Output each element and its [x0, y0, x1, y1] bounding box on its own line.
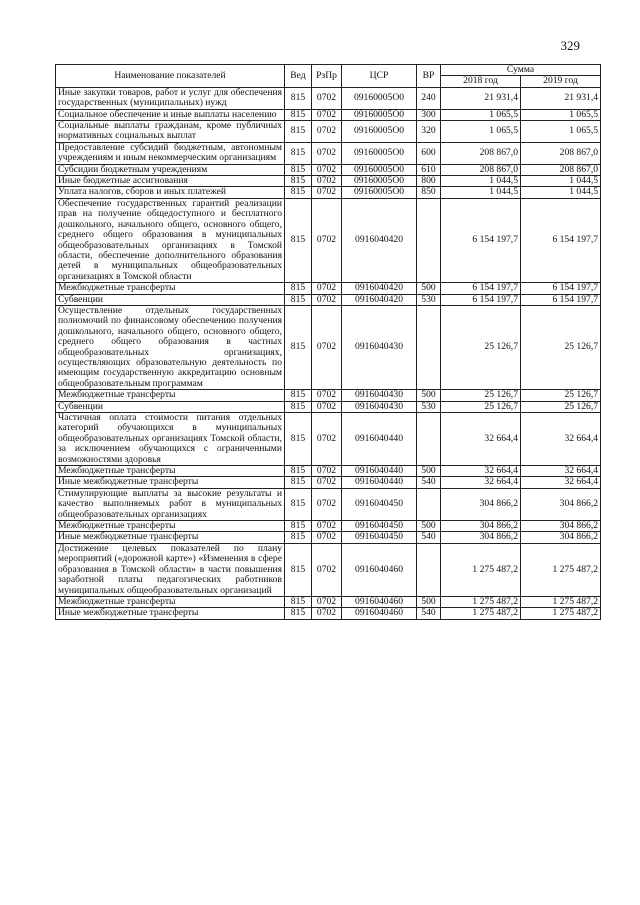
cell-csr: 0916040430 — [342, 305, 417, 389]
cell-2019: 32 664,4 — [521, 466, 601, 477]
cell-name: Иные межбюджетные трансферты — [56, 477, 285, 488]
cell-ved: 815 — [285, 390, 312, 401]
cell-name: Уплата налогов, сборов и иных платежей — [56, 187, 285, 198]
cell-name: Межбюджетные трансферты — [56, 521, 285, 532]
cell-ved: 815 — [285, 477, 312, 488]
table-row — [56, 142, 601, 164]
table-row — [56, 109, 601, 120]
cell-vr: 530 — [417, 294, 441, 305]
cell-name: Межбюджетные трансферты — [56, 466, 285, 477]
page-number: 329 — [560, 38, 580, 53]
cell-2019: 1 044,5 — [521, 187, 601, 198]
cell-rzpr: 0702 — [312, 543, 342, 596]
cell-csr: 09160005О0 — [342, 109, 417, 120]
header-sum: Сумма — [441, 65, 601, 76]
cell-rzpr: 0702 — [312, 521, 342, 532]
table-row — [56, 488, 601, 520]
cell-name: Субсидии бюджетным учреждениям — [56, 164, 285, 175]
cell-2019: 304 866,2 — [521, 532, 601, 543]
cell-ved: 815 — [285, 121, 312, 143]
cell-2019: 32 664,4 — [521, 413, 601, 466]
table-row — [56, 477, 601, 488]
cell-vr: 500 — [417, 283, 441, 294]
cell-ved: 815 — [285, 305, 312, 389]
table-row — [56, 413, 601, 466]
cell-ved: 815 — [285, 488, 312, 520]
cell-2018: 1 044,5 — [441, 187, 521, 198]
cell-csr: 0916040420 — [342, 294, 417, 305]
cell-vr: 500 — [417, 596, 441, 607]
cell-name: Иные межбюджетные трансферты — [56, 532, 285, 543]
cell-rzpr: 0702 — [312, 142, 342, 164]
cell-2018: 1 044,5 — [441, 176, 521, 187]
table-row — [56, 521, 601, 532]
table-row — [56, 305, 601, 389]
cell-rzpr: 0702 — [312, 109, 342, 120]
header-csr: ЦСР — [342, 65, 417, 88]
cell-2019: 25 126,7 — [521, 401, 601, 412]
table-row — [56, 283, 601, 294]
cell-2019: 304 866,2 — [521, 521, 601, 532]
cell-ved: 815 — [285, 87, 312, 109]
cell-2018: 1 275 487,2 — [441, 596, 521, 607]
cell-2018: 6 154 197,7 — [441, 283, 521, 294]
cell-ved: 815 — [285, 187, 312, 198]
header-ved: Вед — [285, 65, 312, 88]
cell-2019: 1 275 487,2 — [521, 596, 601, 607]
cell-rzpr: 0702 — [312, 488, 342, 520]
cell-rzpr: 0702 — [312, 198, 342, 282]
cell-2018: 25 126,7 — [441, 390, 521, 401]
cell-2019: 25 126,7 — [521, 390, 601, 401]
cell-rzpr: 0702 — [312, 294, 342, 305]
cell-ved: 815 — [285, 109, 312, 120]
cell-csr: 0916040420 — [342, 283, 417, 294]
cell-2019: 32 664,4 — [521, 477, 601, 488]
cell-name: Социальное обеспечение и иные выплаты населению — [56, 109, 285, 120]
cell-vr — [417, 198, 441, 282]
cell-name: Социальные выплаты гражданам, кроме публичных нормативных социальных выплат — [56, 121, 285, 143]
cell-csr: 09160005О0 — [342, 142, 417, 164]
cell-2018: 208 867,0 — [441, 164, 521, 175]
cell-csr: 09160005О0 — [342, 87, 417, 109]
cell-csr: 0916040450 — [342, 521, 417, 532]
table-row — [56, 187, 601, 198]
cell-csr: 0916040460 — [342, 608, 417, 619]
cell-rzpr: 0702 — [312, 608, 342, 619]
header-rzpr: РзПр — [312, 65, 342, 88]
table-row — [56, 390, 601, 401]
cell-csr: 0916040440 — [342, 413, 417, 466]
cell-ved: 815 — [285, 466, 312, 477]
header-2018: 2018 год — [441, 76, 521, 87]
cell-2018: 1 065,5 — [441, 109, 521, 120]
table-row — [56, 543, 601, 596]
cell-rzpr: 0702 — [312, 283, 342, 294]
cell-rzpr: 0702 — [312, 121, 342, 143]
cell-vr — [417, 543, 441, 596]
cell-vr: 530 — [417, 401, 441, 412]
cell-2019: 1 275 487,2 — [521, 543, 601, 596]
cell-vr: 500 — [417, 521, 441, 532]
cell-rzpr: 0702 — [312, 532, 342, 543]
cell-2018: 6 154 197,7 — [441, 294, 521, 305]
cell-name: Иные бюджетные ассигнования — [56, 176, 285, 187]
budget-table — [55, 64, 601, 620]
table-row — [56, 176, 601, 187]
cell-csr: 0916040430 — [342, 390, 417, 401]
cell-csr: 09160005О0 — [342, 187, 417, 198]
cell-2018: 6 154 197,7 — [441, 198, 521, 282]
cell-ved: 815 — [285, 532, 312, 543]
cell-name: Иные межбюджетные трансферты — [56, 608, 285, 619]
cell-ved: 815 — [285, 164, 312, 175]
cell-name: Субвенции — [56, 401, 285, 412]
cell-csr: 0916040450 — [342, 532, 417, 543]
cell-rzpr: 0702 — [312, 176, 342, 187]
cell-2019: 1 065,5 — [521, 109, 601, 120]
table-row — [56, 532, 601, 543]
cell-vr: 800 — [417, 176, 441, 187]
cell-ved: 815 — [285, 521, 312, 532]
cell-rzpr: 0702 — [312, 413, 342, 466]
table-row — [56, 466, 601, 477]
header-2019: 2019 год — [521, 76, 601, 87]
cell-ved: 815 — [285, 608, 312, 619]
cell-name: Предоставление субсидий бюджетным, автономным учреждениям и иным некоммерческим организациям — [56, 142, 285, 164]
cell-name: Иные закупки товаров, работ и услуг для обеспечения государственных (муниципальных) нужд — [56, 87, 285, 109]
cell-2018: 25 126,7 — [441, 401, 521, 412]
cell-name: Стимулирующие выплаты за высокие результаты и качество выполняемых работ в муниципальных общеобразовательных организациях — [56, 488, 285, 520]
cell-vr: 540 — [417, 477, 441, 488]
cell-vr: 320 — [417, 121, 441, 143]
cell-rzpr: 0702 — [312, 187, 342, 198]
cell-rzpr: 0702 — [312, 164, 342, 175]
cell-2018: 304 866,2 — [441, 532, 521, 543]
table-row — [56, 294, 601, 305]
cell-2018: 1 275 487,2 — [441, 543, 521, 596]
table-row — [56, 608, 601, 619]
cell-csr: 0916040440 — [342, 477, 417, 488]
cell-rzpr: 0702 — [312, 87, 342, 109]
cell-2018: 1 275 487,2 — [441, 608, 521, 619]
cell-2019: 208 867,0 — [521, 164, 601, 175]
table-row — [56, 198, 601, 282]
cell-2019: 6 154 197,7 — [521, 198, 601, 282]
cell-csr: 09160005О0 — [342, 176, 417, 187]
cell-vr: 600 — [417, 142, 441, 164]
cell-2018: 1 065,5 — [441, 121, 521, 143]
cell-csr: 0916040450 — [342, 488, 417, 520]
cell-rzpr: 0702 — [312, 305, 342, 389]
cell-ved: 815 — [285, 283, 312, 294]
cell-2018: 32 664,4 — [441, 413, 521, 466]
cell-2018: 304 866,2 — [441, 488, 521, 520]
cell-ved: 815 — [285, 401, 312, 412]
cell-csr: 09160005О0 — [342, 121, 417, 143]
cell-csr: 0916040420 — [342, 198, 417, 282]
header-vr: ВР — [417, 65, 441, 88]
cell-rzpr: 0702 — [312, 596, 342, 607]
cell-rzpr: 0702 — [312, 401, 342, 412]
cell-2019: 21 931,4 — [521, 87, 601, 109]
table-row — [56, 164, 601, 175]
table-body — [56, 87, 601, 619]
cell-vr: 500 — [417, 466, 441, 477]
cell-ved: 815 — [285, 198, 312, 282]
cell-rzpr: 0702 — [312, 477, 342, 488]
cell-vr: 540 — [417, 608, 441, 619]
cell-2019: 6 154 197,7 — [521, 294, 601, 305]
table-row — [56, 596, 601, 607]
table-row — [56, 401, 601, 412]
cell-vr: 300 — [417, 109, 441, 120]
table-row — [56, 87, 601, 109]
cell-2018: 32 664,4 — [441, 466, 521, 477]
cell-2018: 304 866,2 — [441, 521, 521, 532]
cell-2018: 25 126,7 — [441, 305, 521, 389]
cell-csr: 09160005О0 — [342, 164, 417, 175]
cell-csr: 0916040460 — [342, 543, 417, 596]
cell-2019: 208 867,0 — [521, 142, 601, 164]
cell-2018: 32 664,4 — [441, 477, 521, 488]
cell-vr — [417, 413, 441, 466]
cell-name: Межбюджетные трансферты — [56, 390, 285, 401]
cell-2018: 21 931,4 — [441, 87, 521, 109]
cell-name: Достижение целевых показателей по плану мероприятий («дорожной карте») «Изменения в сфере образования в Томской области» в части повышения заработной платы педагогических работников муниципальных общеобразовательных организаций — [56, 543, 285, 596]
cell-name: Осуществление отдельных государственных полномочий по финансовому обеспечению получения дошкольного, начального общего, основного общего, среднего общего образования в частных общеобразовательных организациях, осуществляющих образовательную деятельность по имеющим государственную аккредитацию основным общеобразовательным программам — [56, 305, 285, 389]
cell-name: Частичная оплата стоимости питания отдельных категорий обучающихся в муниципальных общеобразовательных организациях Томской области, за исключением обучающихся с ограниченными возможностями здоровья — [56, 413, 285, 466]
cell-ved: 815 — [285, 543, 312, 596]
cell-vr: 240 — [417, 87, 441, 109]
cell-name: Субвенции — [56, 294, 285, 305]
cell-rzpr: 0702 — [312, 466, 342, 477]
cell-2019: 304 866,2 — [521, 488, 601, 520]
cell-csr: 0916040460 — [342, 596, 417, 607]
cell-vr — [417, 305, 441, 389]
cell-csr: 0916040440 — [342, 466, 417, 477]
cell-2019: 1 275 487,2 — [521, 608, 601, 619]
cell-rzpr: 0702 — [312, 390, 342, 401]
cell-vr — [417, 488, 441, 520]
cell-vr: 500 — [417, 390, 441, 401]
cell-vr: 540 — [417, 532, 441, 543]
cell-2019: 1 044,5 — [521, 176, 601, 187]
cell-ved: 815 — [285, 176, 312, 187]
header-name: Наименование показателей — [56, 65, 285, 88]
cell-ved: 815 — [285, 596, 312, 607]
cell-2018: 208 867,0 — [441, 142, 521, 164]
cell-2019: 25 126,7 — [521, 305, 601, 389]
cell-name: Межбюджетные трансферты — [56, 596, 285, 607]
cell-ved: 815 — [285, 413, 312, 466]
cell-2019: 6 154 197,7 — [521, 283, 601, 294]
table-row — [56, 121, 601, 143]
cell-vr: 610 — [417, 164, 441, 175]
table-header — [56, 65, 601, 88]
cell-name: Обеспечение государственных гарантий реализации прав на получение общедоступного и бесплатного дошкольного, начального общего, основного общего, среднего общего образования в муниципальных общеобразовательных организациях в Томской области, обеспечение дополнительного образования детей в муниципальных общеобразовательных организациях в Томской области — [56, 198, 285, 282]
cell-name: Межбюджетные трансферты — [56, 283, 285, 294]
cell-csr: 0916040430 — [342, 401, 417, 412]
cell-ved: 815 — [285, 142, 312, 164]
cell-2019: 1 065,5 — [521, 121, 601, 143]
cell-vr: 850 — [417, 187, 441, 198]
cell-ved: 815 — [285, 294, 312, 305]
